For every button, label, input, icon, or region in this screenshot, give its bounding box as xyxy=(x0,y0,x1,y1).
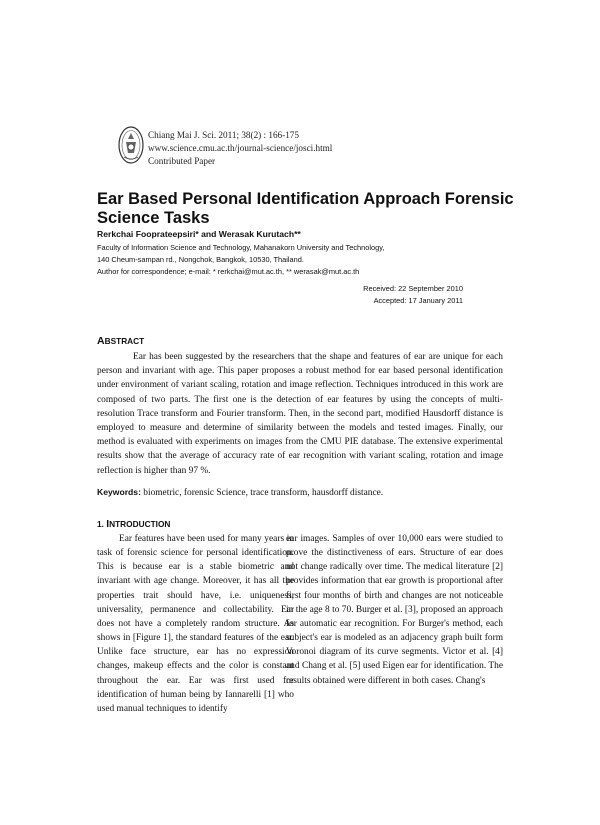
paper-title: Ear Based Personal Identification Approach Forensic Science Tasks xyxy=(97,190,514,227)
affiliation-line-1: Faculty of Information Science and Technology, Mahanakorn University and Technology, xyxy=(97,243,385,252)
correspondence-line: Author for correspondence; e-mail: * rerkchai@mut.ac.th, ** werasak@mut.ac.th xyxy=(97,267,360,276)
introduction-column-left: Ear features have been used for many years in task of forensic science for personal identification. This is because ear is a stable biometric and invariant with age change. Moreover, it has all the properties trait should have, i.e. uniqueness, universality, permanence and collectability. Ear does not have a completely random structure. As shows in [Figure 1], the standard features of the ear. Unlike face structure, ear has no expression changes, makeup effects and the color is constant throughout the ear. Ear was first used for identification of human being by Iannarelli [1] who used manual techniques to identify xyxy=(97,534,294,714)
introduction-column-right: ear images. Samples of over 10,000 ears were studied to prove the distinctiveness of ears. Structure of ear does not change radically over time. The medical literature [2] provides information that ear growth is proportional after first four months of birth and changes are not noticeable in the age 8 to 70. Burger et al. [3], proposed an approach for automatic ear recognition. For Burger's method, each subject's ear is modeled as an adjacency graph built form Voronoi diagram of its curve segments. Victor et al. [4] and Chang et al. [5] used Eigen ear for identification. The results obtained were different in both cases. Chang's xyxy=(286,534,503,686)
received-date: Received: 22 September 2010 xyxy=(363,284,463,293)
introduction-heading-number: 1. xyxy=(97,519,107,529)
introduction-heading xyxy=(97,519,170,530)
abstract-text: Ear has been suggested by the researchers that the shape and features of ear are unique for each person and invariant with age. This paper proposes a robust method for ear based personal identification under environment of variant scaling, rotation and image reflection. Techniques introduced in this work are composed of two parts. The first one is the detection of ear features by using the concepts of multi-resolution Trace transform and Fourier transform. Then, in the second part, modified Hausdorff distance is employed to measure and determine of similarity between the models and tested images. Finally, our method is evaluated with experiments on images from the CMU PIE database. The extensive experimental results show that the average of accuracy rate of ear recognition with variant scaling, rotation and image reflection is higher than 97 %. xyxy=(97,352,503,476)
journal-citation: Chiang Mai J. Sci. 2011; 38(2) : 166-175 xyxy=(148,130,299,140)
university-seal-logo xyxy=(118,125,144,165)
journal-header xyxy=(118,125,418,170)
abstract-heading-rest: BSTRACT xyxy=(104,336,145,346)
affiliation-line-2: 140 Cheum-sampan rd., Nongchok, Bangkok, 10530, Thailand. xyxy=(97,255,304,264)
abstract-heading-initial: A xyxy=(97,335,105,347)
accepted-date: Accepted: 17 January 2011 xyxy=(373,296,463,305)
keywords-text: biometric, forensic Science, trace transform, hausdorff distance. xyxy=(140,488,384,498)
paper-authors: Rerkchai Fooprateepsiri* and Werasak Kurutach** xyxy=(97,229,301,239)
introduction-heading-initial: I xyxy=(106,519,110,530)
submission-dates xyxy=(363,283,463,307)
introduction-heading-rest: NTRODUCTION xyxy=(109,519,171,529)
paper-type: Contributed Paper xyxy=(148,156,216,166)
affiliation-block xyxy=(97,242,384,278)
journal-url[interactable]: www.science.cmu.ac.th/journal-science/josci.html xyxy=(148,143,333,153)
keywords-label: Keywords: xyxy=(97,487,141,497)
abstract-heading xyxy=(97,335,144,347)
keywords-line xyxy=(97,487,383,498)
journal-info xyxy=(148,129,332,168)
